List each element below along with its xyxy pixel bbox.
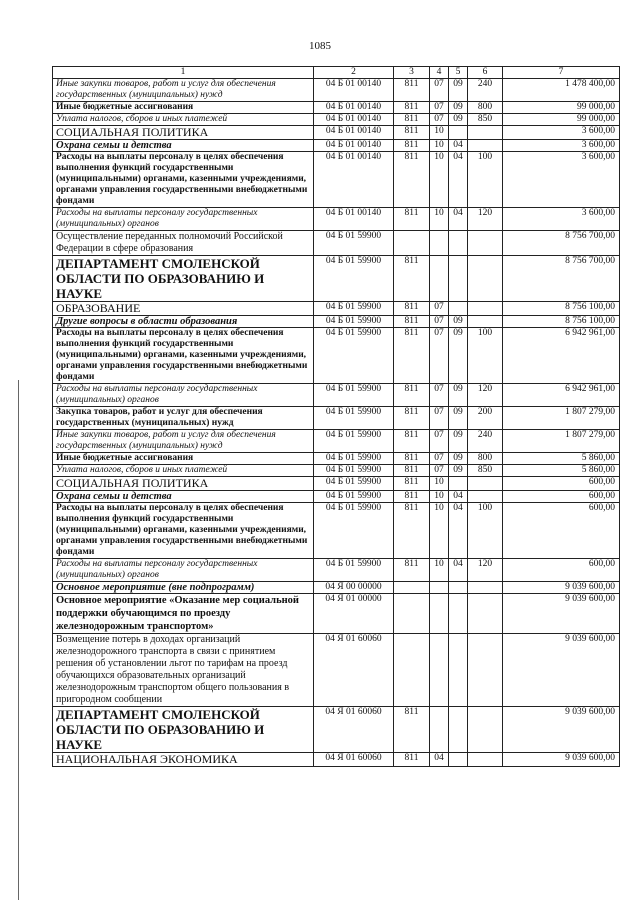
row-name-cell: Уплата налогов, сборов и иных платежей xyxy=(53,465,314,477)
expense-type-cell xyxy=(468,582,503,594)
header-cell: 3 xyxy=(394,67,430,79)
amount-cell: 1 807 279,00 xyxy=(503,430,620,453)
expense-type-cell: 120 xyxy=(468,559,503,582)
expense-type-cell: 100 xyxy=(468,328,503,384)
department-code-cell: 811 xyxy=(394,208,430,231)
department-code-cell: 811 xyxy=(394,328,430,384)
department-code-cell: 811 xyxy=(394,102,430,114)
amount-cell: 1 807 279,00 xyxy=(503,407,620,430)
section-cell: 10 xyxy=(430,491,449,503)
subsection-cell: 09 xyxy=(449,384,468,407)
row-name-cell: Закупка товаров, работ и услуг для обеспечения государственных (муниципальных) нужд xyxy=(53,407,314,430)
amount-cell: 1 478 400,00 xyxy=(503,79,620,102)
amount-cell: 3 600,00 xyxy=(503,152,620,208)
page-number: 1085 xyxy=(309,40,331,52)
section-cell: 10 xyxy=(430,559,449,582)
section-cell xyxy=(430,707,449,753)
table-row xyxy=(53,453,620,465)
amount-cell: 9 039 600,00 xyxy=(503,594,620,634)
subsection-cell: 09 xyxy=(449,328,468,384)
expense-type-cell: 800 xyxy=(468,102,503,114)
row-name-cell: ДЕПАРТАМЕНТ СМОЛЕНСКОЙ ОБЛАСТИ ПО ОБРАЗОВАНИЮ И НАУКЕ xyxy=(53,707,314,753)
table-row xyxy=(53,114,620,126)
expense-type-cell: 240 xyxy=(468,79,503,102)
expense-type-cell: 120 xyxy=(468,208,503,231)
target-article-cell: 04 Б 01 59900 xyxy=(314,491,394,503)
subsection-cell: 09 xyxy=(449,407,468,430)
row-name-cell: Иные бюджетные ассигнования xyxy=(53,453,314,465)
table-row xyxy=(53,582,620,594)
table-row xyxy=(53,503,620,559)
amount-cell: 600,00 xyxy=(503,491,620,503)
section-cell: 07 xyxy=(430,79,449,102)
table-row xyxy=(53,430,620,453)
row-name-cell: Иные бюджетные ассигнования xyxy=(53,102,314,114)
target-article-cell: 04 Я 01 60060 xyxy=(314,634,394,707)
department-code-cell: 811 xyxy=(394,491,430,503)
target-article-cell: 04 Б 01 59900 xyxy=(314,559,394,582)
section-cell: 07 xyxy=(430,328,449,384)
row-name-cell: ОБРАЗОВАНИЕ xyxy=(53,302,314,316)
amount-cell: 99 000,00 xyxy=(503,114,620,126)
table-header-row xyxy=(53,67,620,79)
subsection-cell: 04 xyxy=(449,152,468,208)
table-row xyxy=(53,302,620,316)
row-name-cell: Охрана семьи и детства xyxy=(53,491,314,503)
table-row xyxy=(53,634,620,707)
amount-cell: 8 756 100,00 xyxy=(503,316,620,328)
subsection-cell xyxy=(449,594,468,634)
section-cell: 04 xyxy=(430,753,449,767)
amount-cell: 8 756 700,00 xyxy=(503,231,620,256)
amount-cell: 600,00 xyxy=(503,559,620,582)
margin-rule xyxy=(18,380,19,900)
subsection-cell xyxy=(449,126,468,140)
header-cell: 1 xyxy=(53,67,314,79)
header-cell: 2 xyxy=(314,67,394,79)
department-code-cell: 811 xyxy=(394,753,430,767)
subsection-cell xyxy=(449,634,468,707)
target-article-cell: 04 Б 01 59900 xyxy=(314,430,394,453)
subsection-cell xyxy=(449,231,468,256)
section-cell: 07 xyxy=(430,407,449,430)
subsection-cell: 09 xyxy=(449,102,468,114)
subsection-cell xyxy=(449,477,468,491)
target-article-cell: 04 Б 01 59900 xyxy=(314,384,394,407)
row-name-cell: Расходы на выплаты персоналу в целях обеспечения выполнения функций государственными (муниципальными) органами, казенными учреждениями, органами управления государственными внебюджетными фондами xyxy=(53,503,314,559)
table-row xyxy=(53,594,620,634)
subsection-cell: 09 xyxy=(449,114,468,126)
section-cell: 10 xyxy=(430,126,449,140)
department-code-cell: 811 xyxy=(394,316,430,328)
section-cell: 10 xyxy=(430,477,449,491)
header-cell: 7 xyxy=(503,67,620,79)
table-row xyxy=(53,256,620,302)
target-article-cell: 04 Б 01 00140 xyxy=(314,140,394,152)
department-code-cell: 811 xyxy=(394,152,430,208)
section-cell: 07 xyxy=(430,430,449,453)
table-row xyxy=(53,753,620,767)
subsection-cell: 09 xyxy=(449,316,468,328)
expense-type-cell xyxy=(468,316,503,328)
amount-cell: 600,00 xyxy=(503,503,620,559)
department-code-cell xyxy=(394,582,430,594)
budget-table xyxy=(52,66,620,767)
header-cell: 4 xyxy=(430,67,449,79)
table-row xyxy=(53,465,620,477)
subsection-cell: 09 xyxy=(449,453,468,465)
target-article-cell: 04 Б 01 59900 xyxy=(314,302,394,316)
section-cell xyxy=(430,582,449,594)
row-name-cell: НАЦИОНАЛЬНАЯ ЭКОНОМИКА xyxy=(53,753,314,767)
amount-cell: 6 942 961,00 xyxy=(503,328,620,384)
expense-type-cell: 100 xyxy=(468,503,503,559)
table-row xyxy=(53,126,620,140)
department-code-cell: 811 xyxy=(394,140,430,152)
target-article-cell: 04 Б 01 59900 xyxy=(314,256,394,302)
target-article-cell: 04 Б 01 00140 xyxy=(314,126,394,140)
expense-type-cell: 850 xyxy=(468,114,503,126)
expense-type-cell: 800 xyxy=(468,453,503,465)
expense-type-cell xyxy=(468,140,503,152)
department-code-cell: 811 xyxy=(394,453,430,465)
target-article-cell: 04 Я 01 60060 xyxy=(314,753,394,767)
department-code-cell: 811 xyxy=(394,430,430,453)
department-code-cell: 811 xyxy=(394,707,430,753)
expense-type-cell: 120 xyxy=(468,384,503,407)
amount-cell: 9 039 600,00 xyxy=(503,753,620,767)
department-code-cell: 811 xyxy=(394,126,430,140)
table-row xyxy=(53,316,620,328)
target-article-cell: 04 Б 01 59900 xyxy=(314,465,394,477)
expense-type-cell xyxy=(468,302,503,316)
amount-cell: 5 860,00 xyxy=(503,465,620,477)
expense-type-cell xyxy=(468,126,503,140)
expense-type-cell xyxy=(468,707,503,753)
department-code-cell: 811 xyxy=(394,407,430,430)
expense-type-cell: 240 xyxy=(468,430,503,453)
row-name-cell: Другие вопросы в области образования xyxy=(53,316,314,328)
table-row xyxy=(53,208,620,231)
row-name-cell: ДЕПАРТАМЕНТ СМОЛЕНСКОЙ ОБЛАСТИ ПО ОБРАЗОВАНИЮ И НАУКЕ xyxy=(53,256,314,302)
amount-cell: 3 600,00 xyxy=(503,140,620,152)
amount-cell: 99 000,00 xyxy=(503,102,620,114)
subsection-cell xyxy=(449,302,468,316)
department-code-cell: 811 xyxy=(394,384,430,407)
row-name-cell: Иные закупки товаров, работ и услуг для обеспечения государственных (муниципальных) нужд xyxy=(53,430,314,453)
department-code-cell xyxy=(394,634,430,707)
department-code-cell xyxy=(394,594,430,634)
amount-cell: 600,00 xyxy=(503,477,620,491)
expense-type-cell xyxy=(468,477,503,491)
amount-cell: 9 039 600,00 xyxy=(503,582,620,594)
amount-cell: 9 039 600,00 xyxy=(503,707,620,753)
department-code-cell: 811 xyxy=(394,302,430,316)
row-name-cell: Расходы на выплаты персоналу государственных (муниципальных) органов xyxy=(53,208,314,231)
subsection-cell xyxy=(449,582,468,594)
table-row xyxy=(53,407,620,430)
row-name-cell: Возмещение потерь в доходах организаций железнодорожного транспорта в связи с принятием решения об установлении льгот по тарифам на проезд обучающихся образовательных организаций железнодорожным транспортом общего пользования в пригородном сообщении xyxy=(53,634,314,707)
section-cell: 07 xyxy=(430,302,449,316)
target-article-cell: 04 Я 01 00000 xyxy=(314,594,394,634)
amount-cell: 6 942 961,00 xyxy=(503,384,620,407)
department-code-cell: 811 xyxy=(394,465,430,477)
subsection-cell xyxy=(449,256,468,302)
table-row xyxy=(53,384,620,407)
row-name-cell: Расходы на выплаты персоналу государственных (муниципальных) органов xyxy=(53,559,314,582)
department-code-cell: 811 xyxy=(394,477,430,491)
subsection-cell: 04 xyxy=(449,140,468,152)
target-article-cell: 04 Б 01 00140 xyxy=(314,79,394,102)
expense-type-cell xyxy=(468,231,503,256)
amount-cell: 3 600,00 xyxy=(503,208,620,231)
table-row xyxy=(53,140,620,152)
department-code-cell: 811 xyxy=(394,79,430,102)
amount-cell: 8 756 700,00 xyxy=(503,256,620,302)
row-name-cell: Основное мероприятие «Оказание мер социальной поддержки обучающимся по проезду железнодорожным транспортом» xyxy=(53,594,314,634)
subsection-cell xyxy=(449,753,468,767)
department-code-cell: 811 xyxy=(394,559,430,582)
expense-type-cell xyxy=(468,634,503,707)
table-row xyxy=(53,231,620,256)
subsection-cell: 09 xyxy=(449,465,468,477)
expense-type-cell: 200 xyxy=(468,407,503,430)
header-cell: 5 xyxy=(449,67,468,79)
row-name-cell: Основное мероприятие (вне подпрограмм) xyxy=(53,582,314,594)
department-code-cell xyxy=(394,231,430,256)
subsection-cell: 09 xyxy=(449,79,468,102)
section-cell: 07 xyxy=(430,453,449,465)
section-cell: 10 xyxy=(430,503,449,559)
target-article-cell: 04 Я 00 00000 xyxy=(314,582,394,594)
subsection-cell: 04 xyxy=(449,559,468,582)
target-article-cell: 04 Б 01 59900 xyxy=(314,231,394,256)
row-name-cell: Охрана семьи и детства xyxy=(53,140,314,152)
section-cell xyxy=(430,231,449,256)
row-name-cell: Осуществление переданных полномочий Российской Федерации в сфере образования xyxy=(53,231,314,256)
section-cell: 10 xyxy=(430,208,449,231)
section-cell: 10 xyxy=(430,140,449,152)
expense-type-cell: 850 xyxy=(468,465,503,477)
expense-type-cell xyxy=(468,594,503,634)
target-article-cell: 04 Б 01 59900 xyxy=(314,503,394,559)
row-name-cell: Уплата налогов, сборов и иных платежей xyxy=(53,114,314,126)
expense-type-cell xyxy=(468,491,503,503)
target-article-cell: 04 Б 01 59900 xyxy=(314,453,394,465)
row-name-cell: СОЦИАЛЬНАЯ ПОЛИТИКА xyxy=(53,126,314,140)
target-article-cell: 04 Б 01 00140 xyxy=(314,102,394,114)
section-cell: 07 xyxy=(430,465,449,477)
expense-type-cell xyxy=(468,753,503,767)
row-name-cell: СОЦИАЛЬНАЯ ПОЛИТИКА xyxy=(53,477,314,491)
row-name-cell: Иные закупки товаров, работ и услуг для обеспечения государственных (муниципальных) нужд xyxy=(53,79,314,102)
table-row xyxy=(53,328,620,384)
table-row xyxy=(53,491,620,503)
subsection-cell xyxy=(449,707,468,753)
amount-cell: 8 756 100,00 xyxy=(503,302,620,316)
target-article-cell: 04 Б 01 59900 xyxy=(314,407,394,430)
target-article-cell: 04 Б 01 59900 xyxy=(314,328,394,384)
amount-cell: 3 600,00 xyxy=(503,126,620,140)
row-name-cell: Расходы на выплаты персоналу в целях обеспечения выполнения функций государственными (муниципальными) органами, казенными учреждениями, органами управления государственными внебюджетными фондами xyxy=(53,152,314,208)
subsection-cell: 04 xyxy=(449,208,468,231)
subsection-cell: 04 xyxy=(449,503,468,559)
section-cell xyxy=(430,634,449,707)
table-row xyxy=(53,707,620,753)
section-cell: 07 xyxy=(430,316,449,328)
amount-cell: 5 860,00 xyxy=(503,453,620,465)
row-name-cell: Расходы на выплаты персоналу в целях обеспечения выполнения функций государственными (муниципальными) органами, казенными учреждениями, органами управления государственными внебюджетными фондами xyxy=(53,328,314,384)
subsection-cell: 04 xyxy=(449,491,468,503)
table-row xyxy=(53,79,620,102)
amount-cell: 9 039 600,00 xyxy=(503,634,620,707)
section-cell: 07 xyxy=(430,114,449,126)
target-article-cell: 04 Б 01 59900 xyxy=(314,477,394,491)
row-name-cell: Расходы на выплаты персоналу государственных (муниципальных) органов xyxy=(53,384,314,407)
expense-type-cell xyxy=(468,256,503,302)
department-code-cell: 811 xyxy=(394,114,430,126)
section-cell xyxy=(430,594,449,634)
department-code-cell: 811 xyxy=(394,503,430,559)
section-cell: 10 xyxy=(430,152,449,208)
table-row xyxy=(53,152,620,208)
header-cell: 6 xyxy=(468,67,503,79)
target-article-cell: 04 Б 01 59900 xyxy=(314,316,394,328)
target-article-cell: 04 Б 01 00140 xyxy=(314,208,394,231)
table-row xyxy=(53,559,620,582)
section-cell: 07 xyxy=(430,384,449,407)
table-row xyxy=(53,102,620,114)
target-article-cell: 04 Я 01 60060 xyxy=(314,707,394,753)
target-article-cell: 04 Б 01 00140 xyxy=(314,152,394,208)
section-cell xyxy=(430,256,449,302)
expense-type-cell: 100 xyxy=(468,152,503,208)
department-code-cell: 811 xyxy=(394,256,430,302)
subsection-cell: 09 xyxy=(449,430,468,453)
table-row xyxy=(53,477,620,491)
target-article-cell: 04 Б 01 00140 xyxy=(314,114,394,126)
section-cell: 07 xyxy=(430,102,449,114)
